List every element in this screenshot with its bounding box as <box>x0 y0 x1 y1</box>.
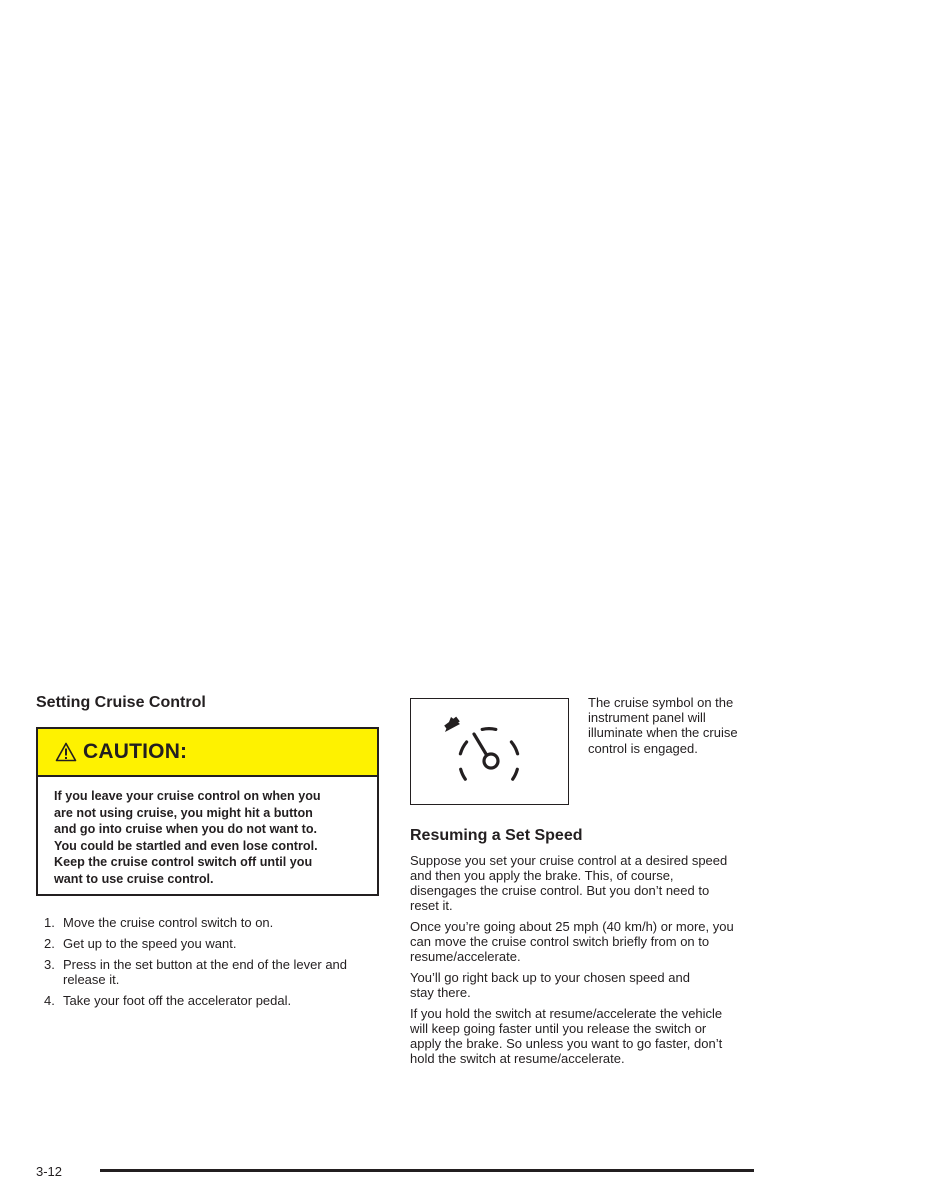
paragraph-line: Suppose you set your cruise control at a desired speed <box>410 853 728 868</box>
caution-line: want to use cruise control. <box>54 871 214 886</box>
paragraph-line: apply the brake. So unless you want to go faster, don’t <box>410 1036 723 1051</box>
step-number: 1. <box>44 915 55 930</box>
caution-line: Keep the cruise control switch off until you <box>54 855 313 870</box>
caption-line: The cruise symbol on the <box>588 695 734 710</box>
paragraph-line: hold the switch at resume/accelerate. <box>410 1051 625 1066</box>
step-text: Move the cruise control switch to on. <box>63 915 274 930</box>
paragraph-line: stay there. <box>410 985 471 1000</box>
caption-line: control is engaged. <box>588 740 698 756</box>
paragraph-line: can move the cruise control switch briefly from on to <box>410 934 710 949</box>
step-number: 4. <box>44 993 55 1008</box>
step-number: 3. <box>44 957 55 972</box>
caution-line: You could be startled and even lose control. <box>54 838 318 853</box>
paragraph-line: resume/accelerate. <box>410 949 521 964</box>
caution-box <box>36 727 379 896</box>
caption-line: illuminate when the cruise <box>588 725 738 741</box>
step-item <box>44 915 384 930</box>
cruise-symbol-frame <box>410 698 569 805</box>
steps-list <box>44 915 384 1014</box>
section-heading-resuming: Resuming a Set Speed <box>410 827 583 844</box>
step-item <box>44 936 384 951</box>
caution-text <box>38 777 377 888</box>
caution-line: If you leave your cruise control on when you <box>54 789 321 803</box>
paragraph-line: and then you apply the brake. This, of course, <box>410 868 674 883</box>
paragraph <box>410 970 760 1000</box>
step-text: release it. <box>63 972 120 987</box>
footer-rule <box>100 1169 754 1172</box>
body-paragraphs <box>410 853 760 1072</box>
paragraph <box>410 919 760 964</box>
caption-line: instrument panel will <box>588 710 706 726</box>
step-item <box>44 957 384 987</box>
cruise-control-speedometer-icon <box>411 699 567 803</box>
caution-line: and go into cruise when you do not want to. <box>54 822 318 837</box>
paragraph-line: reset it. <box>410 898 453 913</box>
step-text: Press in the set button at the end of the lever and <box>63 957 348 972</box>
paragraph-line: You’ll go right back up to your chosen speed and <box>410 970 690 985</box>
paragraph-line: Once you’re going about 25 mph (40 km/h) or more, you <box>410 919 734 934</box>
step-number: 2. <box>44 936 55 951</box>
caution-banner <box>38 729 377 777</box>
symbol-caption <box>588 695 758 756</box>
step-text: Get up to the speed you want. <box>63 936 237 951</box>
section-heading-setting-cruise: Setting Cruise Control <box>36 694 206 711</box>
paragraph <box>410 1006 760 1066</box>
paragraph-line: will keep going faster until you release the switch or <box>410 1021 707 1036</box>
step-item <box>44 993 384 1008</box>
caution-line: are not using cruise, you might hit a button <box>54 805 313 820</box>
step-text: Take your foot off the accelerator pedal. <box>63 993 292 1008</box>
warning-triangle-icon <box>55 742 77 762</box>
paragraph-line: If you hold the switch at resume/accelerate the vehicle <box>410 1006 723 1021</box>
paragraph <box>410 853 760 913</box>
page-number: 3-12 <box>36 1164 63 1179</box>
caution-title: CAUTION: <box>83 740 188 763</box>
paragraph-line: disengages the cruise control. But you don’t need to <box>410 883 710 898</box>
